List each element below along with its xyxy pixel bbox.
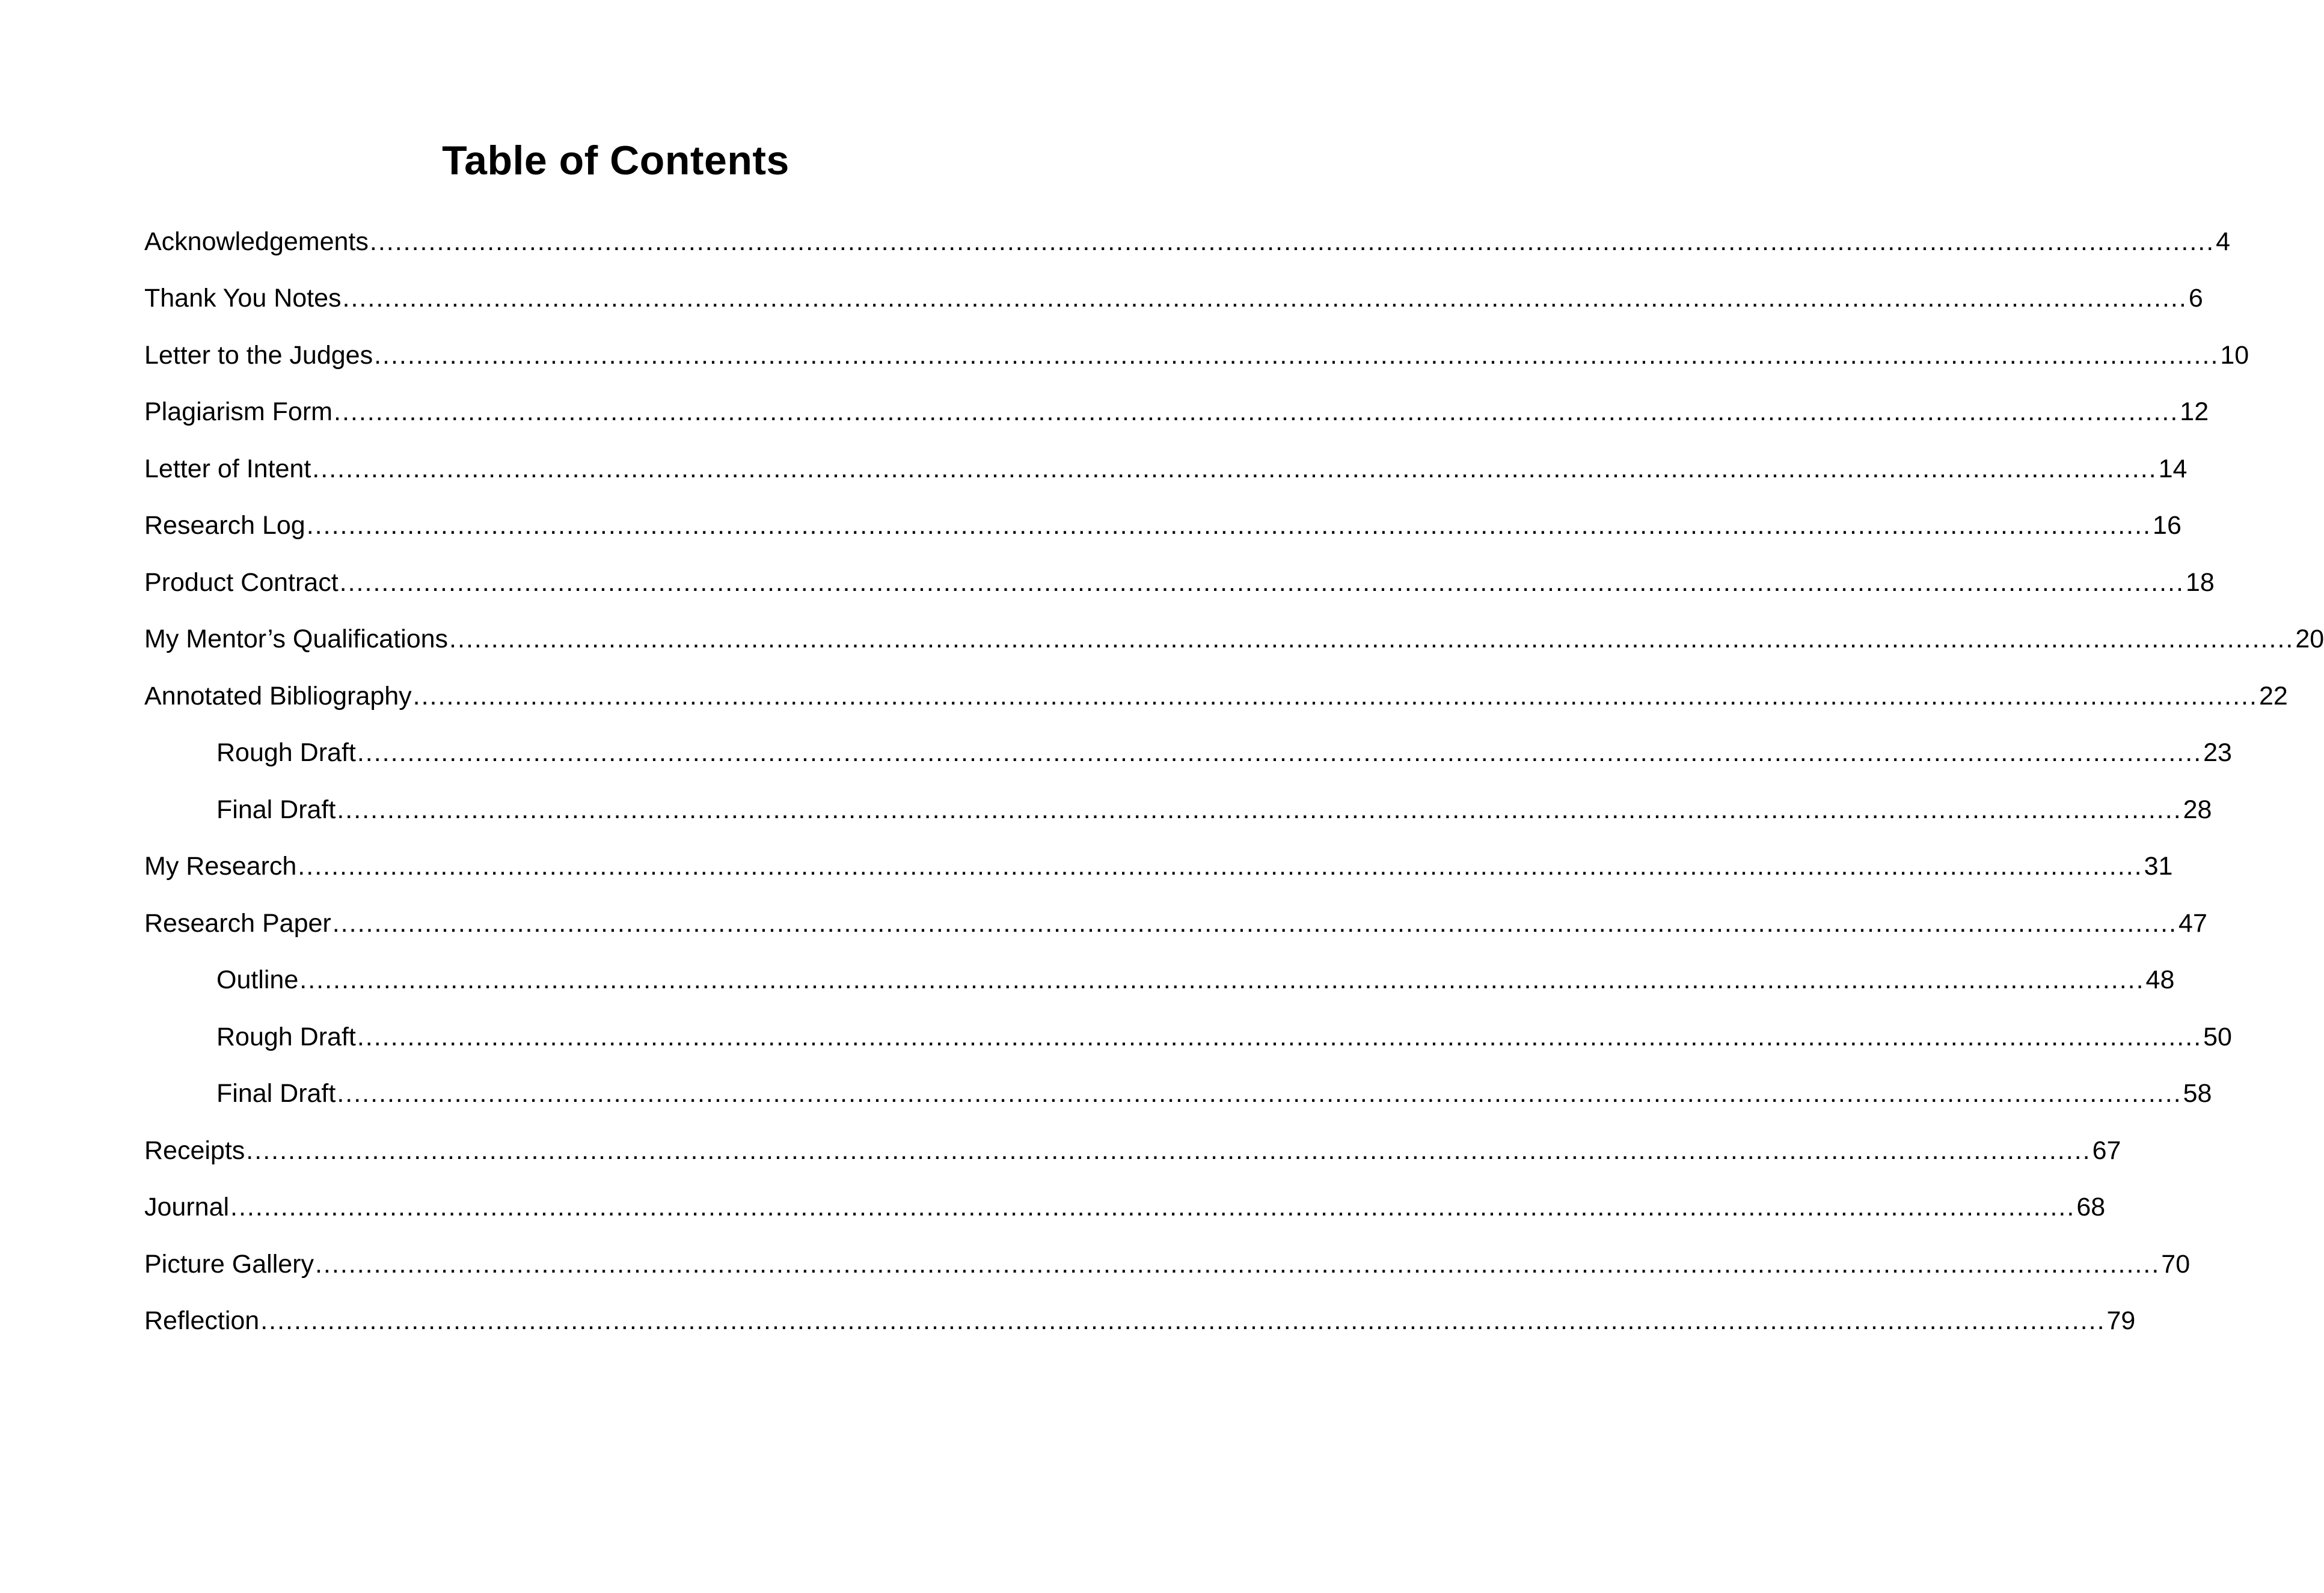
toc-entry-label: Final Draft <box>216 795 336 824</box>
toc-entry <box>144 384 2209 441</box>
toc-entry-page: 50 <box>2203 1022 2232 1051</box>
dot-leader: ............................................................................................................................................................................................................................ <box>334 397 2179 427</box>
dot-leader: ............................................................................................................................................................................................................................ <box>332 908 2178 938</box>
toc-entry-page: 31 <box>2144 852 2173 881</box>
toc-entry-label: Outline <box>216 965 299 995</box>
toc-entry-page: 47 <box>2178 908 2207 938</box>
toc-entry-page: 4 <box>2216 227 2231 256</box>
toc-entry-label: Journal <box>144 1193 230 1222</box>
toc-entry-page: 70 <box>2161 1249 2191 1279</box>
toc-entry <box>144 1179 2106 1237</box>
toc-entry-page: 22 <box>2258 681 2288 711</box>
toc-entry <box>144 1122 2121 1179</box>
dot-leader: ............................................................................................................................................................................................................................ <box>337 795 2182 824</box>
toc-entry-page: 68 <box>2076 1193 2106 1222</box>
toc-entry <box>144 1293 2136 1350</box>
dot-leader: ............................................................................................................................................................................................................................ <box>374 340 2219 370</box>
toc-entry <box>144 327 2249 384</box>
toc-entry-page: 79 <box>2106 1306 2136 1336</box>
toc-entry-page: 18 <box>2185 567 2215 597</box>
toc-entry-page: 58 <box>2183 1079 2212 1108</box>
toc-entry-label: Product Contract <box>144 567 339 597</box>
toc-entry <box>144 498 2181 555</box>
toc-entry-label: Final Draft <box>216 1079 336 1108</box>
dot-leader: ............................................................................................................................................................................................................................ <box>260 1306 2106 1336</box>
toc-entry-page: 16 <box>2153 511 2181 540</box>
toc-subentry <box>144 725 2232 782</box>
dot-leader: ............................................................................................................................................................................................................................ <box>314 1249 2160 1279</box>
toc-list <box>144 213 2324 1350</box>
toc-entry-page: 20 <box>2295 625 2324 654</box>
toc-entry <box>144 1236 2191 1293</box>
dot-leader: ............................................................................................................................................................................................................................ <box>246 1136 2091 1165</box>
page-title: Table of Contents <box>442 138 789 183</box>
toc-entry <box>144 839 2173 896</box>
dot-leader: ............................................................................................................................................................................................................................ <box>337 1079 2182 1108</box>
toc-entry-label: Plagiarism Form <box>144 397 333 427</box>
toc-entry <box>144 271 2203 328</box>
toc-entry-label: My Mentor’s Qualifications <box>144 625 449 654</box>
toc-entry-page: 48 <box>2145 965 2175 995</box>
toc-entry-label: Letter to the Judges <box>144 340 373 370</box>
toc-entry-label: Acknowledgements <box>144 227 369 256</box>
toc-entry-label: Picture Gallery <box>144 1249 314 1279</box>
toc-entry-page: 28 <box>2183 795 2212 824</box>
toc-entry <box>144 611 2324 668</box>
toc-entry-label: Thank You Notes <box>144 284 342 313</box>
toc-entry <box>144 554 2215 611</box>
dot-leader: ............................................................................................................................................................................................................................ <box>339 567 2184 597</box>
dot-leader: ............................................................................................................................................................................................................................ <box>299 965 2145 995</box>
toc-entry-label: Receipts <box>144 1136 245 1165</box>
toc-entry-label: Letter of Intent <box>144 454 311 483</box>
dot-leader: ............................................................................................................................................................................................................................ <box>306 511 2152 540</box>
toc-subentry <box>144 1009 2232 1066</box>
toc-entry-page: 23 <box>2203 738 2232 768</box>
dot-leader: ............................................................................................................................................................................................................................ <box>357 738 2203 768</box>
toc-entry-page: 6 <box>2188 284 2203 313</box>
toc-entry-page: 67 <box>2092 1136 2121 1165</box>
toc-entry-page: 12 <box>2180 397 2209 427</box>
toc-subentry <box>144 1066 2212 1123</box>
dot-leader: ............................................................................................................................................................................................................................ <box>312 454 2157 483</box>
toc-subentry <box>144 952 2175 1009</box>
toc-entry-label: Rough Draft <box>216 738 356 768</box>
toc-entry-page: 10 <box>2220 340 2249 370</box>
dot-leader: ............................................................................................................................................................................................................................ <box>449 625 2295 654</box>
toc-entry-label: Annotated Bibliography <box>144 681 412 711</box>
dot-leader: ............................................................................................................................................................................................................................ <box>298 852 2143 881</box>
toc-entry-label: Research Paper <box>144 908 331 938</box>
toc-entry-page: 14 <box>2158 454 2188 483</box>
toc-entry-label: Rough Draft <box>216 1022 356 1051</box>
toc-subentry <box>144 781 2212 839</box>
dot-leader: ............................................................................................................................................................................................................................ <box>230 1193 2076 1222</box>
toc-entry <box>144 441 2188 498</box>
toc-entry <box>144 213 2231 271</box>
dot-leader: ............................................................................................................................................................................................................................ <box>357 1022 2203 1051</box>
toc-entry-label: My Research <box>144 852 297 881</box>
dot-leader: ............................................................................................................................................................................................................................ <box>369 227 2215 256</box>
toc-entry-label: Reflection <box>144 1306 260 1336</box>
toc-entry-label: Research Log <box>144 511 305 540</box>
toc-entry <box>144 895 2207 952</box>
dot-leader: ............................................................................................................................................................................................................................ <box>412 681 2258 711</box>
dot-leader: ............................................................................................................................................................................................................................ <box>342 284 2188 313</box>
toc-entry <box>144 668 2288 725</box>
